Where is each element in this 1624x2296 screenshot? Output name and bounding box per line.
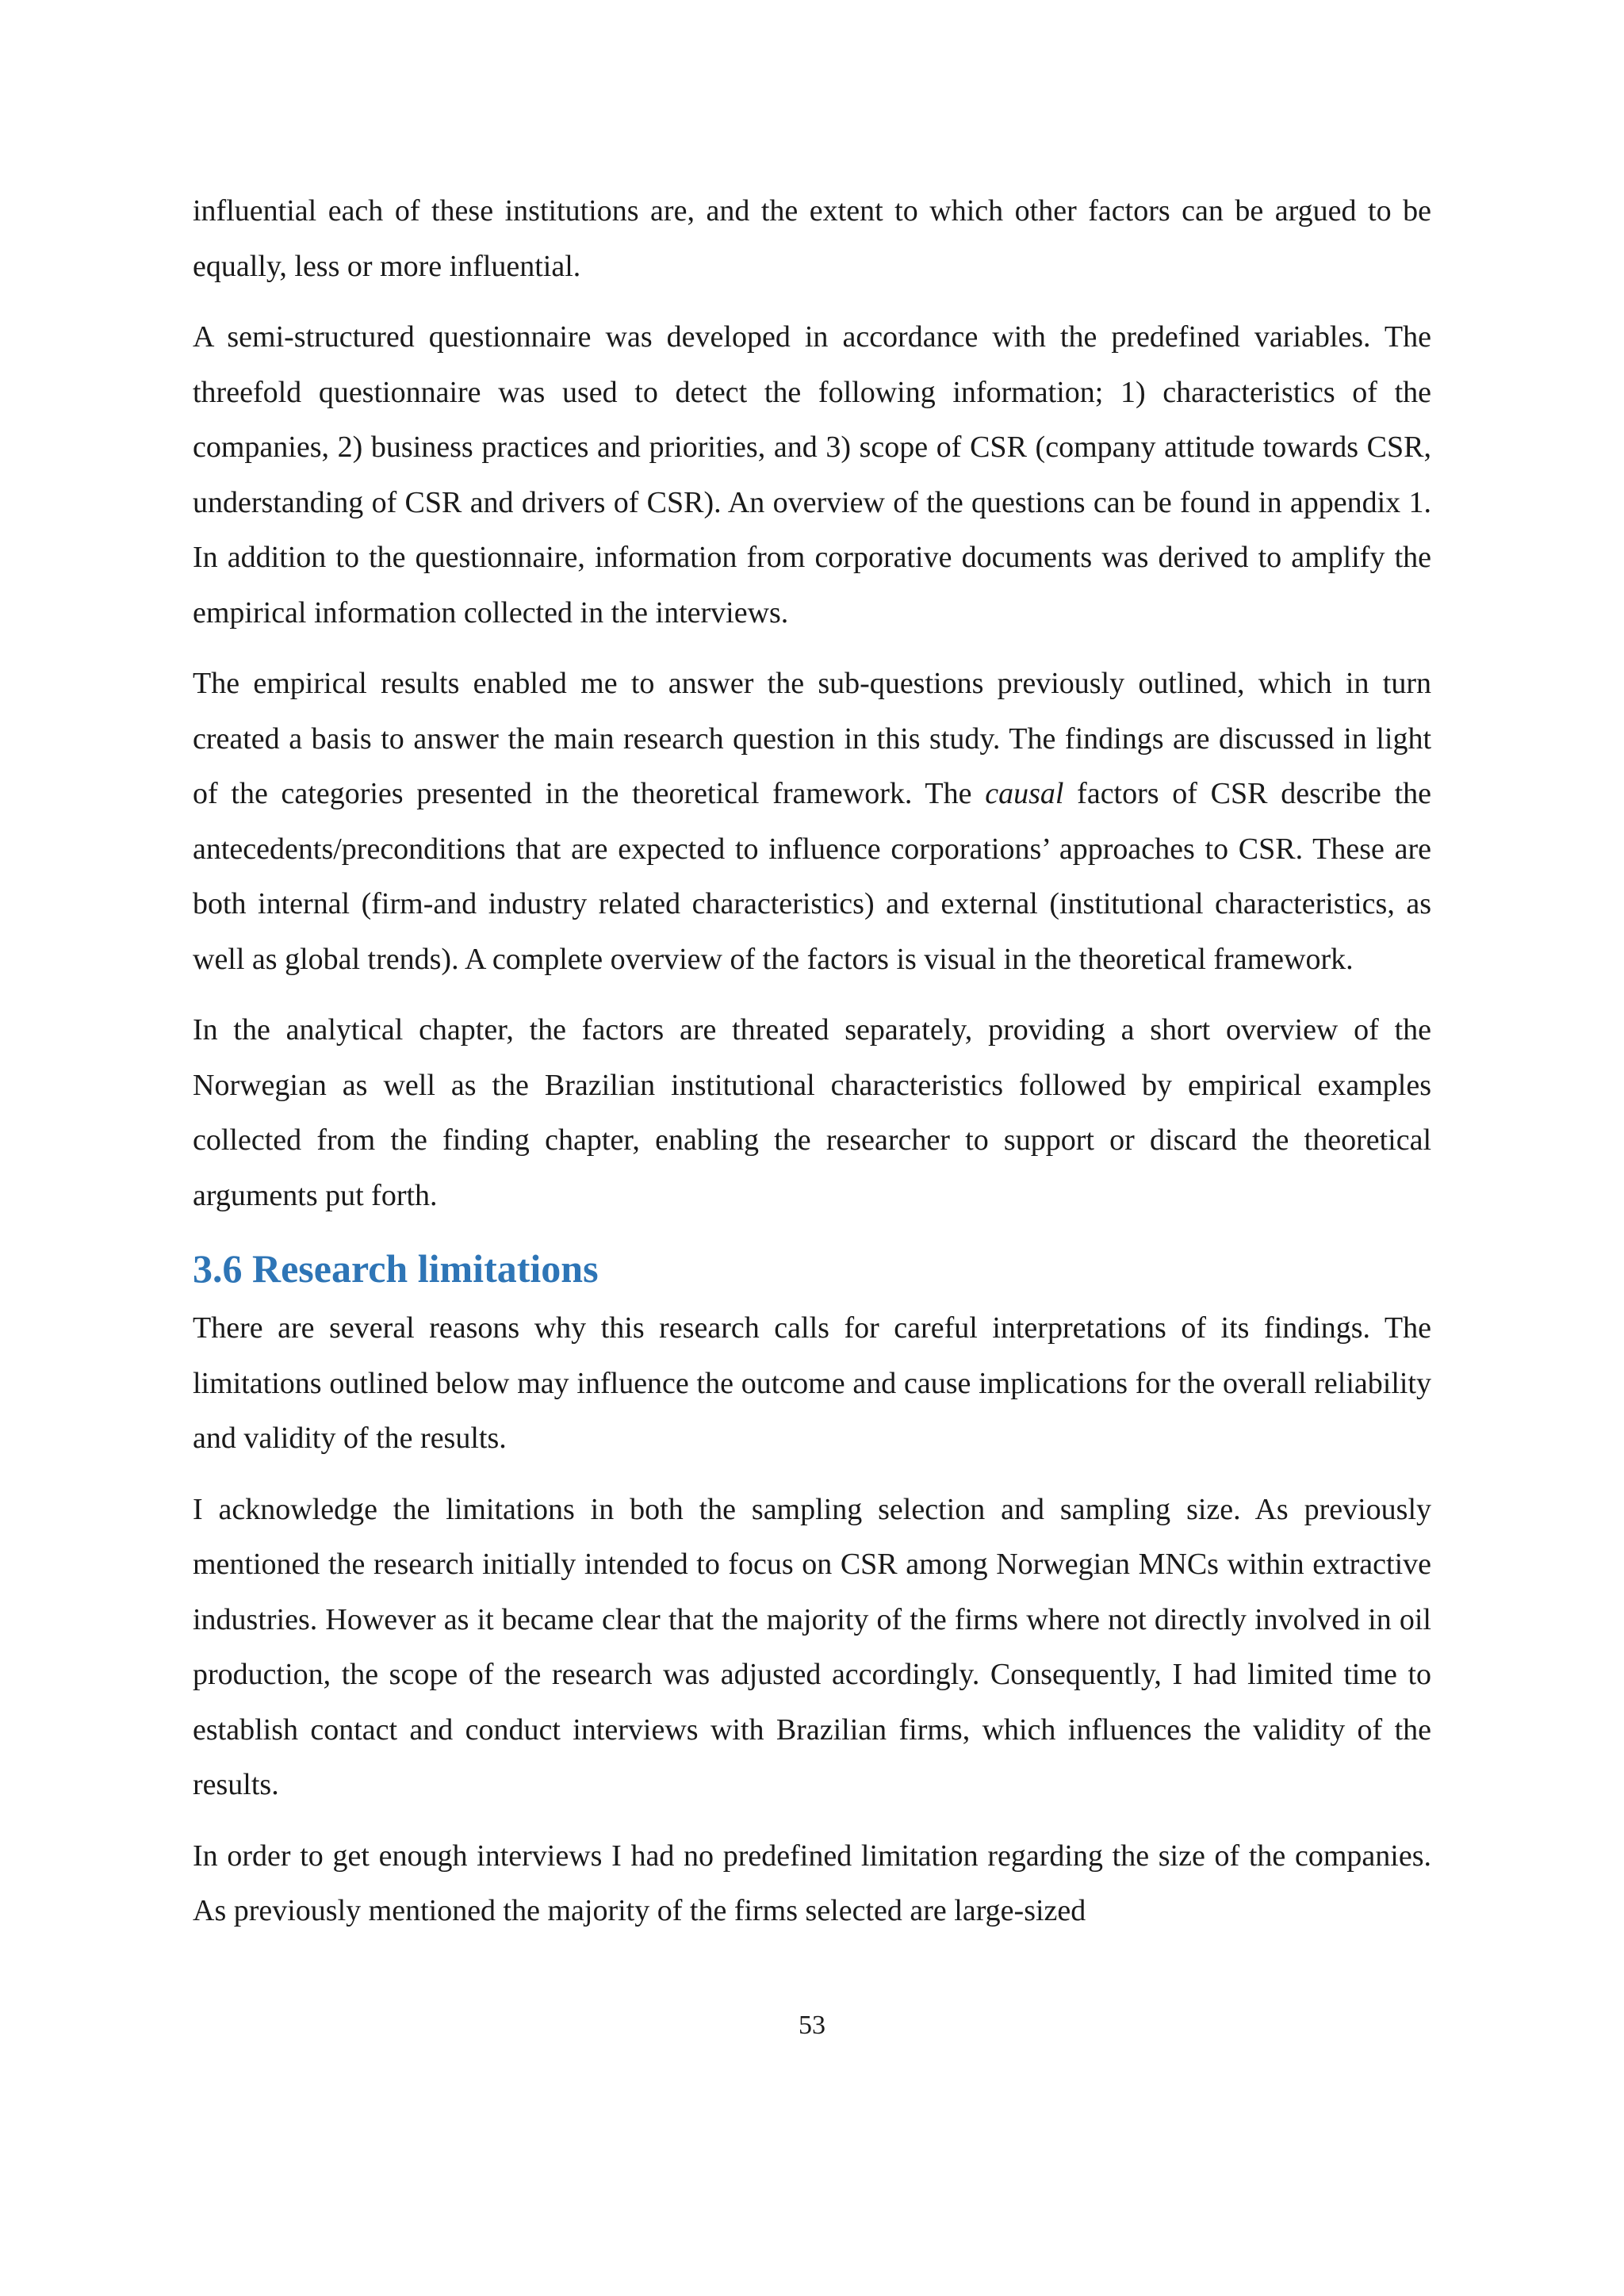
paragraph-analytical-chapter: In the analytical chapter, the factors are threated separately, providing a short overview of the Norwegian as well as the Brazilian institutional characteristics followed by empirical examples collected from the finding chapter, enabling the researcher to support or discard the theoretical arguments put forth. [193,1013,1431,1212]
causal-emphasis: causal [985,777,1064,810]
causal-paragraph-end: factors of CSR describe the antecedents/preconditions that are expected to influence corporations’ approaches to CSR. These are both internal (firm-and industry related characteristics) and external (institutional characteristics, as well as global trends). A complete overview of the factors is visual in the theoretical framework. [193,777,1431,976]
body-text [193,184,1431,1955]
causal-paragraph-start: The empirical results enabled me to answer the sub-questions previously outlined, which in turn created a basis to answer the main research question in this study. The findings are discussed in light of the categories presented in the theoretical framework. The [193,667,1431,810]
paragraph-institutions-influence: influential each of these institutions are, and the extent to which other factors can be argued to be equally, less or more influential. [193,194,1431,283]
paragraph-empirical-results [193,656,1431,987]
paragraph-careful-interpretation: There are several reasons why this research calls for careful interpretations of its findings. The limitations outlined below may influence the outcome and cause implications for the overall reliability and validity of the results. [193,1311,1431,1455]
paragraph-company-size: In order to get enough interviews I had no predefined limitation regarding the size of the companies. As previously mentioned the majority of the firms selected are large-sized [193,1839,1431,1927]
paragraph-sampling-limitations: I acknowledge the limitations in both the sampling selection and sampling size. As previously mentioned the research initially intended to focus on CSR among Norwegian MNCs within extractive industries. However as it became clear that the majority of the firms where not directly involved in oil production, the scope of the research was adjusted accordingly. Consequently, I had limited time to establish contact and conduct interviews with Brazilian firms, which influences the validity of the results. [193,1492,1431,1801]
paragraph-questionnaire: A semi-structured questionnaire was developed in accordance with the predefined variables. The threefold questionnaire was used to detect the following information; 1) characteristics of the companies, 2) business practices and priorities, and 3) scope of CSR (company attitude towards CSR, understanding of CSR and drivers of CSR). An overview of the questions can be found in appendix 1. In addition to the questionnaire, information from corporative documents was derived to amplify the empirical information collected in the interviews. [193,320,1431,629]
page-number: 53 [799,2011,825,2040]
section-heading-research-limitations: 3.6 Research limitations [193,1246,599,1291]
